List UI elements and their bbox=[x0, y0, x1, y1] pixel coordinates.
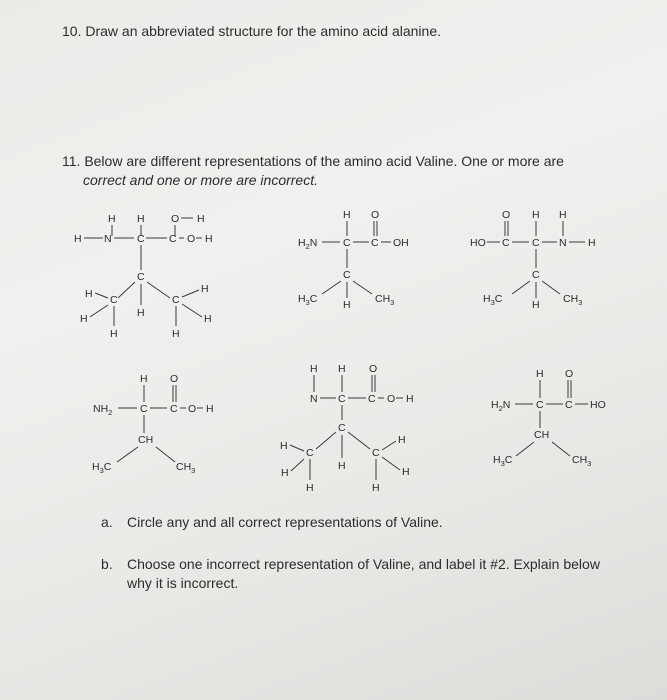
s4-h3c: $H_3C$ bbox=[92, 461, 112, 475]
question-11-line-2: correct and one or more are incorrect. bbox=[83, 172, 318, 188]
s1-c-carboxyl: C bbox=[169, 233, 177, 245]
s2-oh: OH bbox=[393, 237, 409, 249]
question-10-text: 10. Draw an abbreviated structure for the amino acid alanine. bbox=[62, 23, 441, 39]
s3-h-amine: H bbox=[588, 237, 596, 249]
s1-h-g1-c: H bbox=[110, 328, 118, 340]
structure-4 bbox=[92, 373, 214, 475]
s5-h-g1-b: H bbox=[281, 467, 289, 479]
s1-h-g1-a: H bbox=[85, 288, 93, 300]
question-a-label: a. bbox=[101, 514, 113, 530]
s6-c-alpha: C bbox=[536, 399, 544, 411]
structure-6 bbox=[491, 368, 606, 468]
s5-c-alpha: C bbox=[338, 393, 346, 405]
s2-h-top: H bbox=[343, 209, 351, 221]
s4-ch3: $CH_3$ bbox=[176, 461, 196, 475]
s1-c-beta: C bbox=[137, 271, 145, 283]
question-b-label: b. bbox=[101, 556, 113, 572]
s1-o-top: O bbox=[171, 213, 180, 225]
s3-h-top-1: H bbox=[532, 209, 540, 221]
s1-h-g2-b: H bbox=[204, 313, 212, 325]
s5-o-top: O bbox=[369, 363, 378, 375]
structure-3 bbox=[470, 209, 596, 311]
question-a-text: Circle any and all correct representations of Valine. bbox=[127, 514, 443, 530]
s5-h-g1-a: H bbox=[280, 440, 288, 452]
s5-o-hydroxyl: O bbox=[387, 393, 396, 405]
s3-c-beta: C bbox=[532, 269, 540, 281]
s3-ho: HO bbox=[470, 237, 486, 249]
s1-n: N bbox=[104, 233, 112, 245]
s5-h-g1-c: H bbox=[306, 482, 314, 494]
s4-o-hydroxyl: O bbox=[188, 403, 197, 415]
question-b-line-2: why it is incorrect. bbox=[127, 575, 239, 591]
s1-h-left: H bbox=[74, 233, 82, 245]
s3-o-top: O bbox=[502, 209, 511, 221]
s6-h3c: $H_3C$ bbox=[493, 454, 513, 468]
s3-h3c: $H_3C$ bbox=[483, 293, 503, 307]
s4-o-top: O bbox=[170, 373, 179, 385]
s1-o-hydroxyl: O bbox=[187, 233, 196, 245]
structure-1 bbox=[74, 213, 213, 340]
s2-h2n: $H_2N$ bbox=[298, 237, 318, 251]
s5-h-top-2: H bbox=[338, 363, 346, 375]
s5-h-beta: H bbox=[338, 460, 346, 472]
s2-ch3: $CH_3$ bbox=[375, 293, 395, 307]
structure-2 bbox=[298, 209, 409, 311]
question-b-line-1: Choose one incorrect representation of Valine, and label it #2. Explain below bbox=[127, 556, 600, 572]
s5-h-g2-b: H bbox=[402, 466, 410, 478]
s2-h3c: $H_3C$ bbox=[298, 293, 318, 307]
s2-c-carboxyl: C bbox=[371, 237, 379, 249]
s2-o-top: O bbox=[371, 209, 380, 221]
s1-c-gamma-1: C bbox=[110, 294, 118, 306]
s6-o-top: O bbox=[565, 368, 574, 380]
s5-c-gamma-1: C bbox=[306, 447, 314, 459]
s1-h-beta: H bbox=[137, 307, 145, 319]
s4-c-alpha: C bbox=[140, 403, 148, 415]
s5-c-beta: C bbox=[338, 422, 346, 434]
s4-h-hydroxyl: H bbox=[206, 403, 214, 415]
s1-h-hydroxyl: H bbox=[205, 233, 213, 245]
s1-h-g2-a: H bbox=[201, 283, 209, 295]
s3-c-carboxyl: C bbox=[502, 237, 510, 249]
s4-nh2: $NH_2$ bbox=[93, 403, 113, 417]
s6-h2n: $H_2N$ bbox=[491, 399, 511, 413]
s6-c-carboxyl: C bbox=[565, 399, 573, 411]
s5-h-g2-a: H bbox=[398, 434, 406, 446]
structure-5 bbox=[280, 363, 414, 494]
s3-h-top-2: H bbox=[559, 209, 567, 221]
s4-h-top: H bbox=[140, 373, 148, 385]
s6-h-top: H bbox=[536, 368, 544, 380]
s1-c-alpha: C bbox=[137, 233, 145, 245]
s5-n: N bbox=[310, 393, 318, 405]
s6-ho: HO bbox=[590, 399, 606, 411]
s4-ch: CH bbox=[138, 434, 154, 446]
s6-ch: CH bbox=[534, 429, 550, 441]
s5-h-top-1: H bbox=[310, 363, 318, 375]
s2-c-alpha: C bbox=[343, 237, 351, 249]
question-11-line-1: 11. Below are different representations of the amino acid Valine. One or more are bbox=[62, 153, 564, 169]
s1-h-g2-c: H bbox=[172, 328, 180, 340]
s5-h-hydroxyl: H bbox=[406, 393, 414, 405]
s1-h-top-1: H bbox=[108, 213, 116, 225]
s5-h-g2-c: H bbox=[372, 482, 380, 494]
question-a bbox=[101, 513, 443, 532]
s5-c-carboxyl: C bbox=[368, 393, 376, 405]
s3-c-alpha: C bbox=[532, 237, 540, 249]
s2-c-beta: C bbox=[343, 269, 351, 281]
s1-h-g1-b: H bbox=[80, 313, 88, 325]
s1-h-top-2: H bbox=[137, 213, 145, 225]
s6-ch3: $CH_3$ bbox=[572, 454, 592, 468]
s1-c-gamma-2: C bbox=[172, 294, 180, 306]
s4-c-carboxyl: C bbox=[170, 403, 178, 415]
s1-h-top-3: H bbox=[197, 213, 205, 225]
s3-n: N bbox=[559, 237, 567, 249]
s5-c-gamma-2: C bbox=[372, 447, 380, 459]
question-b bbox=[101, 555, 641, 593]
s3-h-beta: H bbox=[532, 299, 540, 311]
s3-ch3: $CH_3$ bbox=[563, 293, 583, 307]
s2-h-beta: H bbox=[343, 299, 351, 311]
